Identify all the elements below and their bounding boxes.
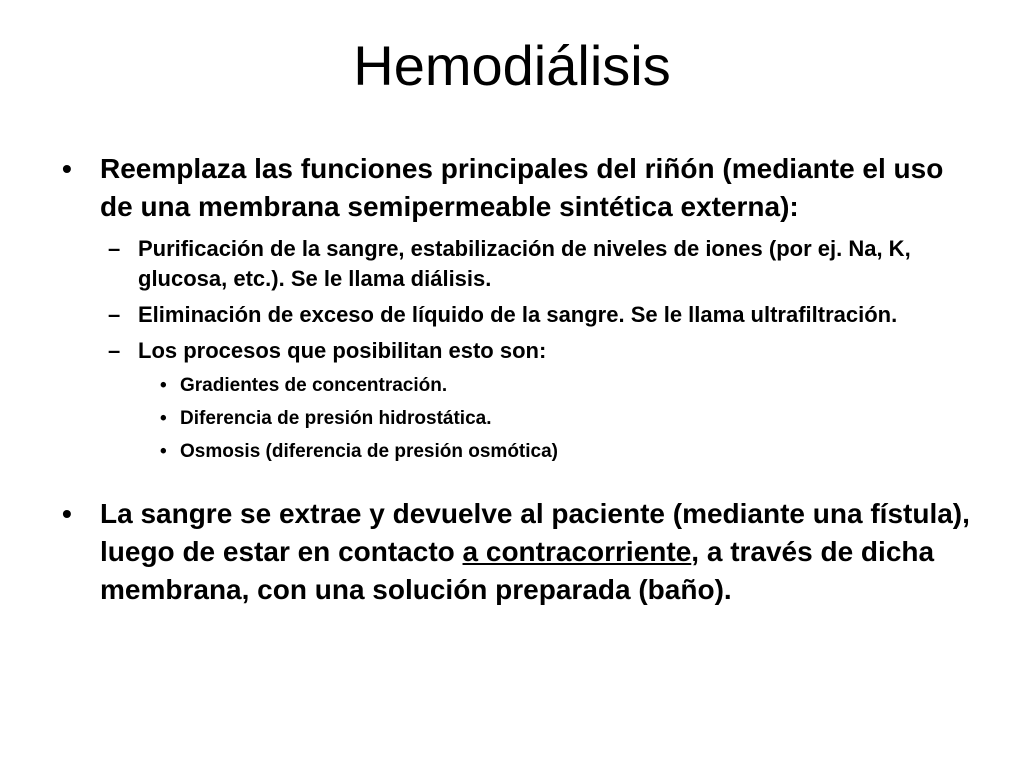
bullet-icon: •: [160, 408, 167, 429]
spacer: [62, 465, 972, 495]
bullet-point-2: [62, 495, 972, 609]
sub-point-text: Purificación de la sangre, estabilización de niveles de iones (por ej. Na, K, glucosa, etc.). Se le llama diálisis.: [138, 236, 911, 291]
sub-point-text: Los procesos que posibilitan esto son:: [138, 338, 547, 363]
sub-point-1-1: [108, 234, 972, 294]
bullet-text: Reemplaza las funciones principales del riñón (mediante el uso de una membrana semipermeable sintética externa):: [100, 153, 944, 222]
slide-title: Hemodiálisis: [353, 34, 671, 97]
dash-icon: –: [108, 338, 121, 363]
sub-sub-point-text: Osmosis (diferencia de presión osmótica): [180, 441, 558, 462]
sub-sub-point-1-3-3: [160, 439, 972, 465]
sub-sub-point-1-3-1: [160, 373, 972, 399]
sub-point-text: Eliminación de exceso de líquido de la sangre. Se le llama ultrafiltración.: [138, 302, 898, 327]
sub-point-1-2: [108, 300, 972, 330]
sub-sub-point-1-3-2: [160, 406, 972, 432]
slide-content: [62, 150, 972, 609]
underlined-text: a contracorriente: [462, 536, 692, 567]
bullet-icon: •: [160, 375, 167, 396]
dash-icon: –: [108, 302, 121, 327]
bullet-icon: •: [62, 498, 72, 529]
bullet-point-1: [62, 150, 972, 226]
sub-point-1-3: [108, 336, 972, 366]
bullet-icon: •: [160, 441, 167, 462]
bullet-text: [100, 498, 970, 605]
bullet-icon: •: [62, 153, 72, 184]
bullet-text-before: La sangre se extrae y devuelve al paciente (mediante una fístula), luego de estar en contacto: [100, 498, 970, 567]
sub-sub-point-text: Gradientes de concentración.: [180, 375, 448, 396]
bullet-text-after: , a través de dicha membrana, con una solución preparada (baño).: [100, 536, 935, 605]
dash-icon: –: [108, 236, 121, 261]
sub-sub-point-text: Diferencia de presión hidrostática.: [180, 408, 492, 429]
